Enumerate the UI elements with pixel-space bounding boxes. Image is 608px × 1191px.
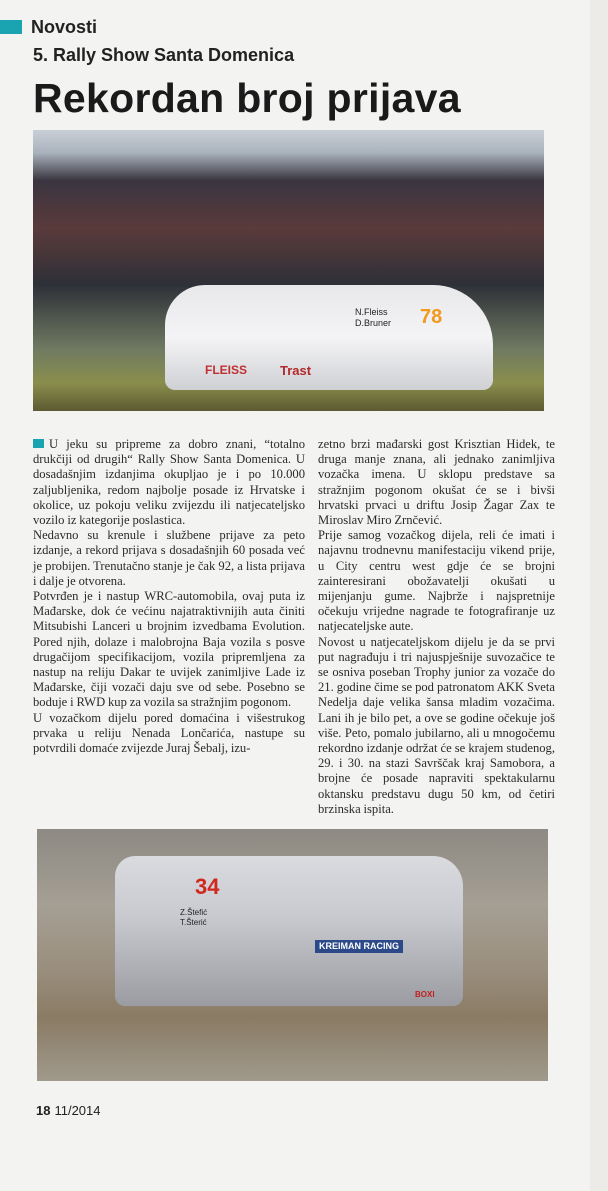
paragraph: zetno brzi mađarski gost Krisztian Hidek, te druga manje znana, ali jednako zanimljiva vozačka imena. U sklopu predstave sa stražnjim pogonom okušat će se i bivši hrvatski prvaci u driftu Josip Žagar Zax te Miroslav Miro Zrnčević. [318, 437, 555, 528]
section-label: Novosti [31, 17, 98, 37]
article-column-right [318, 437, 555, 817]
plate-sponsor: BOXI [415, 990, 435, 1000]
paragraph: U vozačkom dijelu pored domaćina i višestrukog prvaka u reliju Nenada Lončarića, nastupe su potvrdili domaće zvijezde Juraj Šebalj, izu- [33, 710, 305, 756]
lada-rally-photo [37, 829, 548, 1081]
page-footer [36, 1103, 555, 1119]
issue-date: 11/2014 [54, 1103, 101, 1119]
article-column-left [33, 437, 305, 756]
paragraph: Nedavno su krenule i službene prijave za peto izdanje, a rekord prijava s dosadašnjih 60 posada već je probijen. Trenutačno stanje je čak 92, a lista prijava i dalje je otvorena. [33, 528, 305, 588]
paragraph: Prije samog vozačkog dijela, reli će imati i najavnu trodnevnu manifestaciju vikend prije, u City centru west gdje će se brojni zainteresirani obožavatelji okušati u mijenjanju gume. Najbrže i najspretnije očekuju vrijedne nagrade te fotografiranje uz natjecateljske aute. [318, 528, 555, 634]
car-number: 34 [195, 874, 220, 900]
article-kicker: 5. Rally Show Santa Domenica [33, 45, 295, 65]
paragraph: U jeku su pripreme za dobro znani, “totalno drukčiji od drugih“ Rally Show Santa Domenica. U dosadašnjim izdanjima okupljao je i po 10.000 zaljubljenika, redom najbolje posade iz Hrvatske i okolice, uz pokoju veliku zvijezdu ili natjecateljsko vozilo iz kategorije poslastica. [33, 437, 305, 528]
article-title: Rekordan broj prijava [33, 75, 461, 121]
driver-names: N.Fleiss D.Bruner [355, 307, 392, 328]
adjacent-page-edge [590, 0, 608, 1191]
car-number: 78 [420, 306, 443, 328]
article-body [33, 0, 555, 1175]
sponsor-logo: FLEISS [205, 363, 248, 377]
sponsor-logo: KREIMAN RACING [315, 940, 403, 953]
paragraph-marker [33, 439, 44, 448]
section-marker [0, 20, 22, 34]
paragraph: Novost u natjecateljskom dijelu je da se prvi put nagrađuju i tri najuspješnije suvozačice te se osniva poseban Trophy junior za vozače do 21. godine čime se pod patronatom AKK Sveta Nedelja daje velika šansa mladim vozačima. Lani ih je bilo pet, a ove se godine očekuje još više. Peto, pomalo jubilarno, ali u mnogočemu rekordno izdanje održat će se krajem studenog, 29. i 30. na stazi Savrščak kraj Samobora, a brojne će posade napraviti spektakularnu oktansku predstavu dugu 50 km, od četiri brzinska ispita. [318, 634, 555, 816]
article-columns [33, 437, 555, 817]
paragraph: Potvrđen je i nastup WRC-automobila, ovaj puta iz Mađarske, dok će većinu najatraktivnijih auta činiti Mitsubishi Lanceri u brojnim izvedbama Evolution. Pored njih, dolaze i malobrojna Baja vozila s posve drugačijom specifikacijom, vozila pripremljena za nastup na reliju Dakar te uvijek zanimljive Lade iz Mađarske, čiji vozači daju sve od sebe. Posebno se boduje i RWD kup za vozila sa stražnjim pogonom. [33, 589, 305, 710]
sponsor-logo: Trast [280, 363, 312, 378]
page-number: 18 [36, 1103, 51, 1119]
crew-names: Z.Štefić T.Šterić [180, 908, 208, 928]
rally-car-lada [115, 856, 463, 1006]
